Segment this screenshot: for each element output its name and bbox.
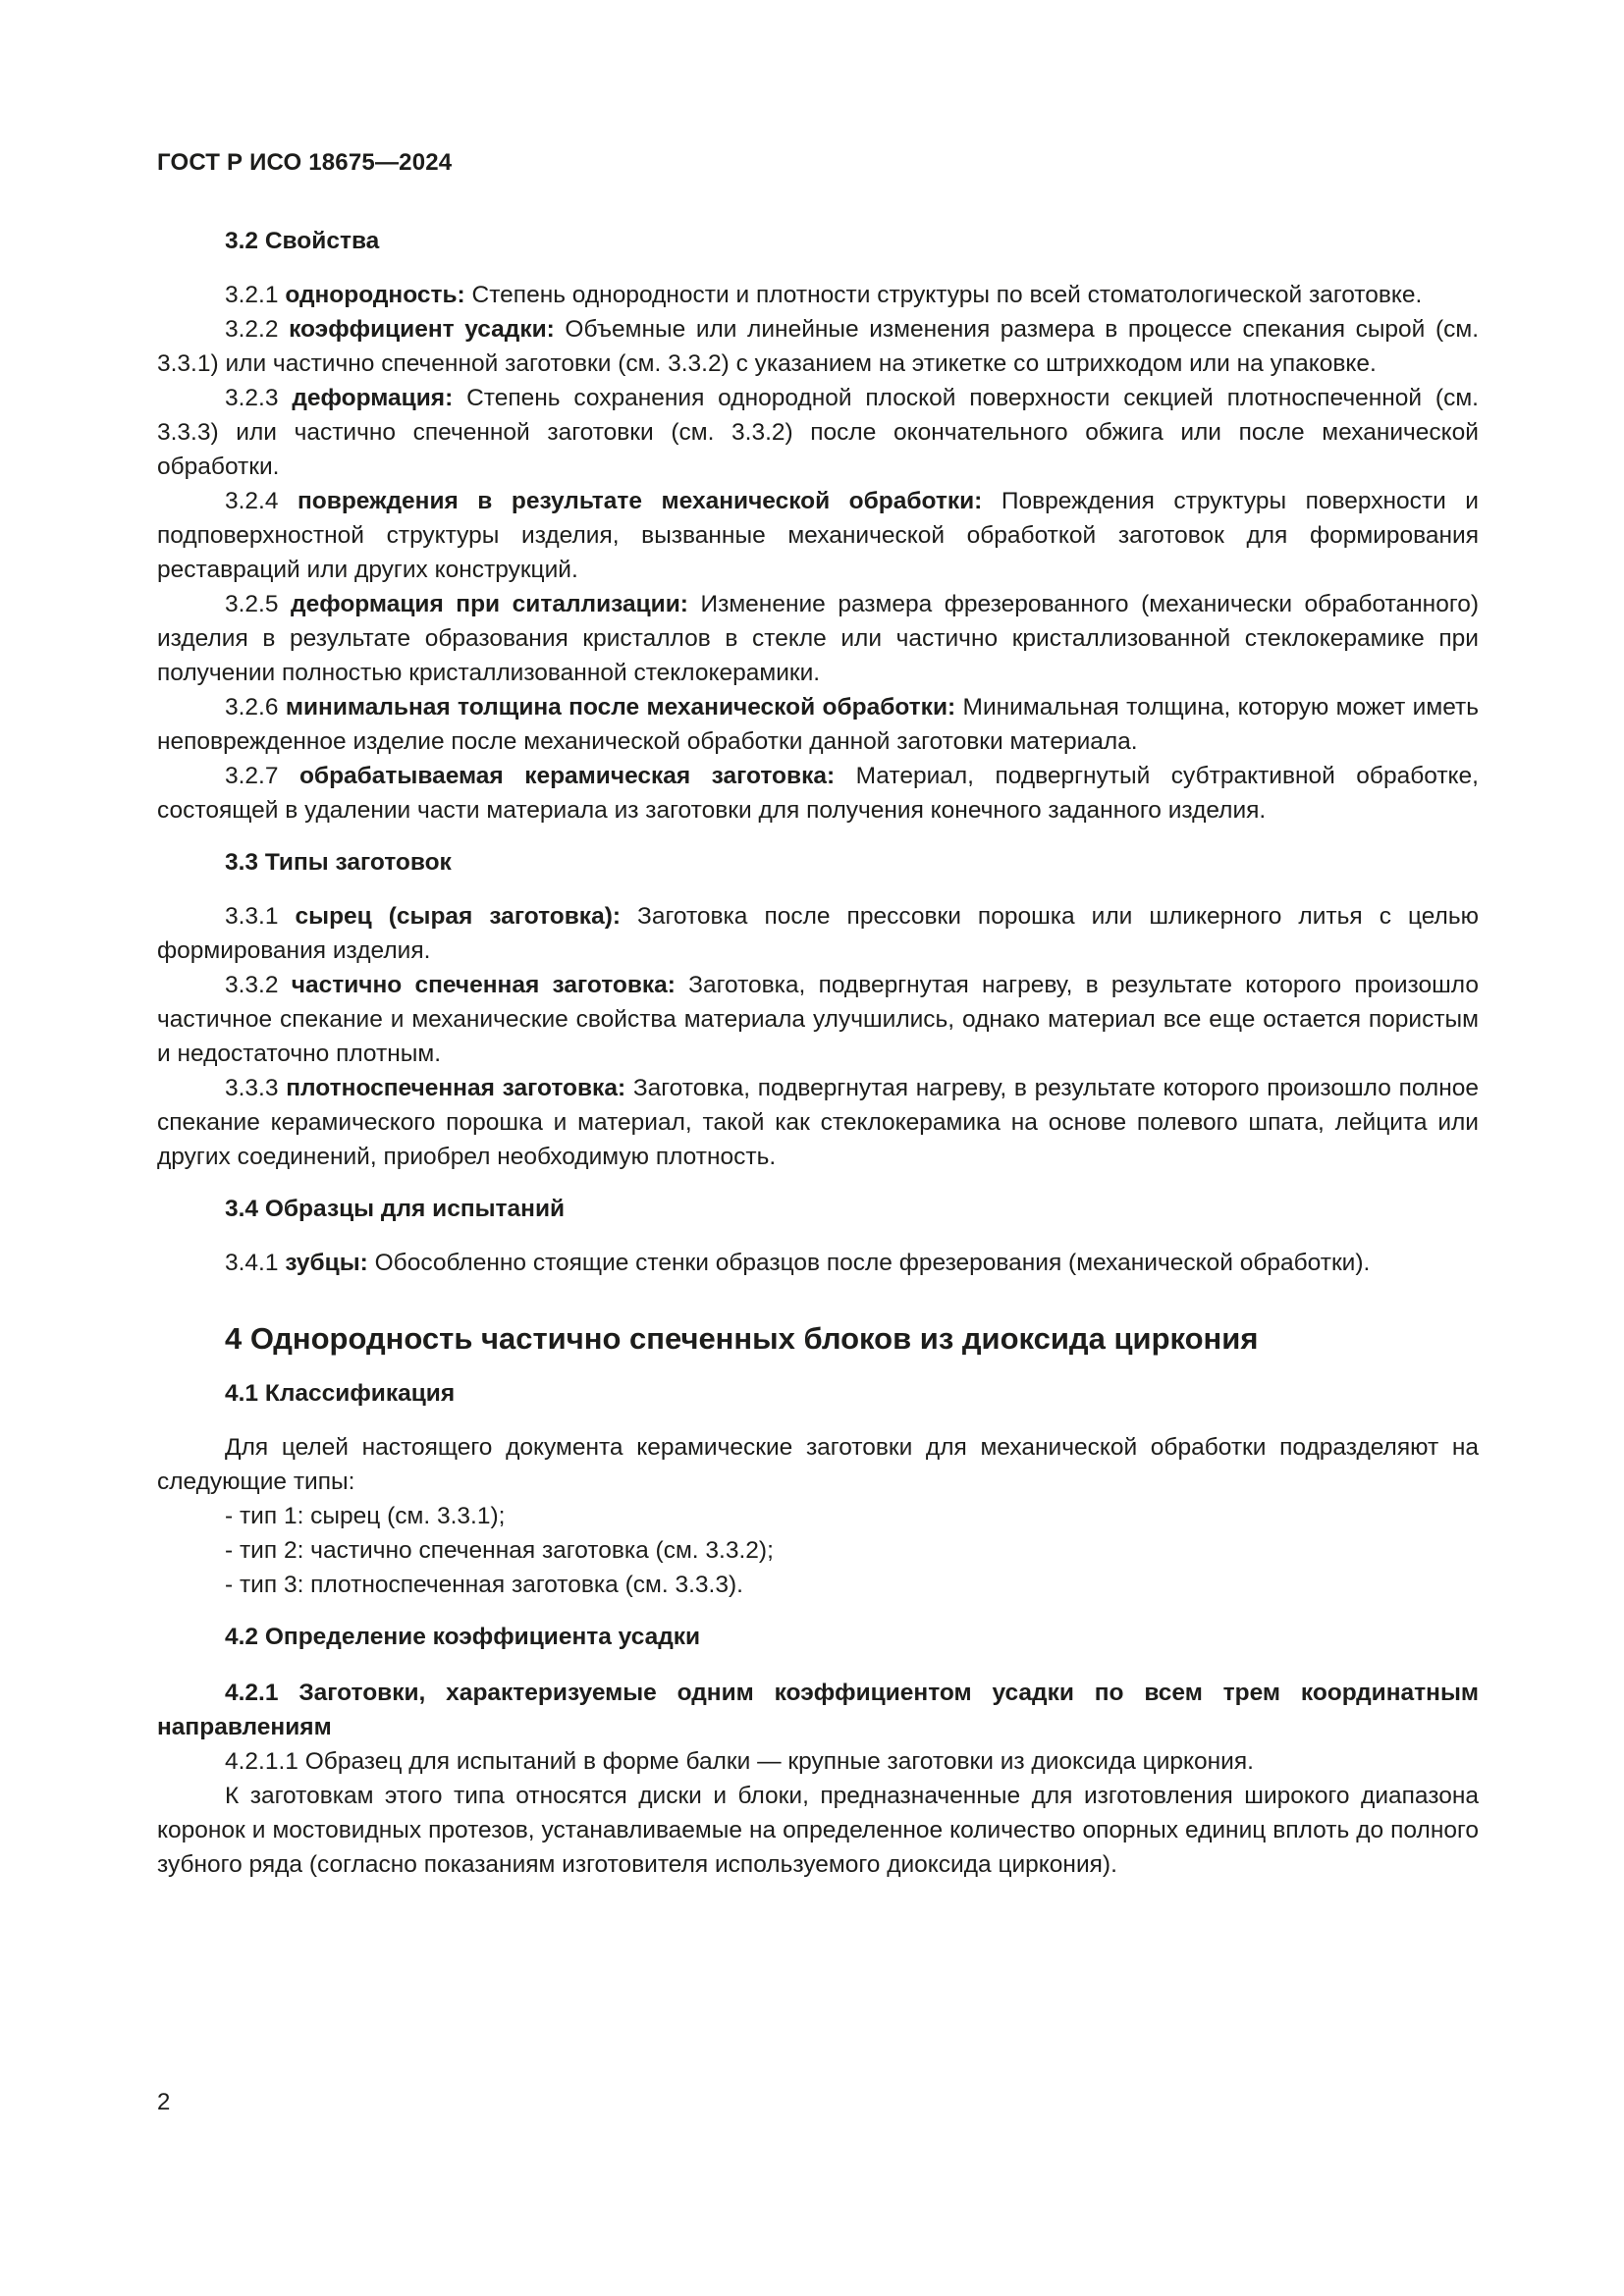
- section-3-2-title: 3.2 Свойства: [225, 228, 380, 254]
- document-body: [157, 224, 1479, 1882]
- list-item-type-3: - тип 3: плотноспеченная заготовка (см. 3.3.3).: [225, 1572, 743, 1598]
- para-4-2-1-1-continuation: К заготовкам этого типа относятся диски и блоки, предназначенные для изготовления широкого диапазона коронок и мостовидных протезов, устанавливаемые на определенное количество опорных единиц вплоть до полного зубного ряда (согласно показаниям изготовителя используемого диоксида циркония).: [157, 1783, 1479, 1878]
- term-3-2-6: 3.2.6 минимальная толщина после механической обработки: Минимальная толщина, которую может иметь неповрежденное изделие после механической обработки данной заготовки материала.: [157, 694, 1479, 755]
- section-4-2-title: 4.2 Определение коэффициента усадки: [225, 1624, 701, 1650]
- list-item-type-2: - тип 2: частично спеченная заготовка (см. 3.3.2);: [225, 1537, 774, 1564]
- term-3-2-1: 3.2.1 однородность: Степень однородности и плотности структуры по всей стоматологической заготовке.: [225, 282, 1423, 308]
- section-3-4-title: 3.4 Образцы для испытаний: [225, 1196, 566, 1222]
- term-3-2-4: 3.2.4 повреждения в результате механической обработки: Повреждения структуры поверхности и подповерхностной структуры изделия, вызванные механической обработкой заготовок для формирования реставраций или других конструкций.: [157, 488, 1479, 583]
- term-3-2-7: 3.2.7 обрабатываемая керамическая заготовка: Материал, подвергнутый субтрактивной обработке, состоящей в удалении части материала из заготовки для получения конечного заданного изделия.: [157, 763, 1479, 824]
- section-4-2-1-title: 4.2.1 Заготовки, характеризуемые одним коэффициентом усадки по всем трем координатным направлениям: [157, 1680, 1479, 1740]
- section-3-3-title: 3.3 Типы заготовок: [225, 849, 452, 876]
- section-4-1-intro: Для целей настоящего документа керамические заготовки для механической обработки подразделяют на следующие типы:: [157, 1434, 1479, 1495]
- section-4-title: 4 Однородность частично спеченных блоков из диоксида циркония: [225, 1321, 1259, 1356]
- term-3-4-1: 3.4.1 зубцы: Обособленно стоящие стенки образцов после фрезерования (механической обработки).: [225, 1250, 1371, 1276]
- document-code-header: ГОСТ Р ИСО 18675—2024: [157, 149, 453, 176]
- term-3-3-1: 3.3.1 сырец (сырая заготовка): Заготовка после прессовки порошка или шликерного литья с целью формирования изделия.: [157, 903, 1479, 964]
- section-4-1-title: 4.1 Классификация: [225, 1380, 456, 1407]
- page-number: 2: [157, 2089, 171, 2115]
- list-item-type-1: - тип 1: сырец (см. 3.3.1);: [225, 1503, 506, 1529]
- term-3-2-3: 3.2.3 деформация: Степень сохранения однородной плоской поверхности секцией плотноспеченной (см. 3.3.3) или частично спеченной заготовки (см. 3.3.2) после окончательного обжига или после механической обработки.: [157, 385, 1479, 480]
- term-3-3-2: 3.3.2 частично спеченная заготовка: Заготовка, подвергнутая нагреву, в результате которого произошло частичное спекание и механические свойства материала улучшились, однако материал все еще остается пористым и недостаточно плотным.: [157, 972, 1479, 1067]
- term-3-2-2: 3.2.2 коэффициент усадки: Объемные или линейные изменения размера в процессе спекания сырой (см. 3.3.1) или частично спеченной заготовки (см. 3.3.2) с указанием на этикетке со штрихкодом или на упаковке.: [157, 316, 1480, 377]
- para-4-2-1-1: 4.2.1.1 Образец для испытаний в форме балки — крупные заготовки из диоксида циркония.: [225, 1748, 1254, 1775]
- term-3-2-5: 3.2.5 деформация при ситаллизации: Изменение размера фрезерованного (механически обработанного) изделия в результате образования кристаллов в стекле или частично кристаллизованной стеклокерамике при получении полностью кристаллизованной стеклокерамики.: [157, 591, 1480, 686]
- term-3-3-3: 3.3.3 плотноспеченная заготовка: Заготовка, подвергнутая нагреву, в результате которого произошло полное спекание керамического порошка и материал, такой как стеклокерамика на основе полевого шпата, лейцита или других соединений, приобрел необходимую плотность.: [157, 1075, 1480, 1170]
